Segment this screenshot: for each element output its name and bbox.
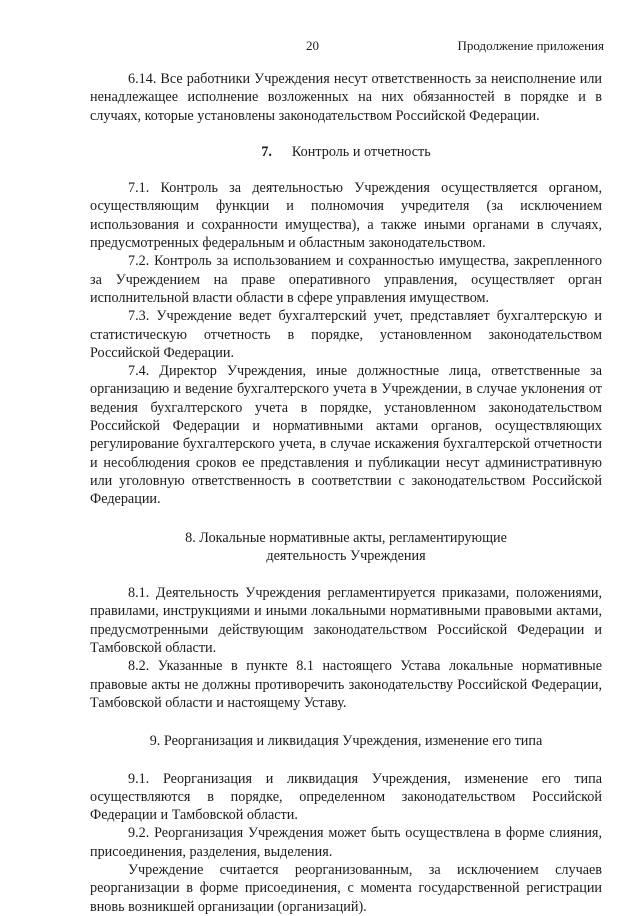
section-8-heading [90,529,602,566]
section-7-number: 7. [261,143,272,160]
paragraph-8-2: 8.2. Указанные в пункте 8.1 настоящего Устава локальные нормативные правовые акты не должны противоречить законодательству Российской Федерации, Тамбовской области и настоящему Уставу. [90,658,602,711]
paragraph-7-4: 7.4. Директор Учреждения, иные должностные лица, ответственные за организацию и ведение бухгалтерского учета в Учреждении, в случае уклонения от ведения бухгалтерского учета в порядке, установленном законодательством Российской Федерации и нормативными актами органов, осуществляющих регулирование бухгалтерского учета, в случае искажения бухгалтерской отчетности и несоблюдения сроков ее представления и публикации несут административную или уголовную ответственность в соответствии с законодательством Российской Федерации. [90,363,602,508]
document-body [90,70,602,916]
section-8-title-line-2: деятельность Учреждения [266,547,426,564]
section-8-title-line-1: 8. Локальные нормативные акты, регламентирующие [185,529,507,546]
continuation-note: Продолжение приложения [457,38,604,53]
paragraph-9-3: Учреждение считается реорганизованным, за исключением случаев реорганизации в форме присоединения, с момента государственной регистрации вновь возникшей организации (организаций). [90,861,602,915]
paragraph-9-1: 9.1. Реорганизация и ликвидация Учреждения, изменение его типа осуществляются в порядке, определенном законодательством Российской Федерации и Тамбовской области. [90,770,602,824]
page-header [0,38,640,58]
paragraph-7-1: 7.1. Контроль за деятельностью Учреждения осуществляется органом, осуществляющим функции и полномочия учредителя (за исключением использования и сохранности имущества), а также иными органами в случаях, предусмотренных федеральным и областным законодательством. [90,180,602,252]
paragraph-7-2: 7.2. Контроль за использованием и сохранностью имущества, закрепленного за Учреждением на праве оперативного управления, осуществляет орган исполнительной власти области в сфере управления имуществом. [90,253,602,306]
paragraph-8-1: 8.1. Деятельность Учреждения регламентируется приказами, положениями, правилами, инструкциями и иными локальными нормативными правовыми актами, предусмотренными действующим законодательством Российской Федерации и Тамбовской области. [90,585,602,657]
page-number: 20 [306,38,319,53]
paragraph-7-3: 7.3. Учреждение ведет бухгалтерский учет, представляет бухгалтерскую и статистическую отчетность в порядке, установленном законодательством Российской Федерации. [90,308,602,361]
section-7-heading [90,143,602,161]
section-7-title: Контроль и отчетность [291,143,431,160]
paragraph-9-2: 9.2. Реорганизация Учреждения может быть осуществлена в форме слияния, присоединения, разделения, выделения. [90,825,602,860]
paragraph-6-14: 6.14. Все работники Учреждения несут ответственность за неисполнение или ненадлежащее исполнение возложенных на них обязанностей в порядке и в случаях, которые установлены законодательством Российской Федерации. [90,71,602,124]
section-9-heading: 9. Реорганизация и ликвидация Учреждения, изменение его типа [149,733,543,750]
